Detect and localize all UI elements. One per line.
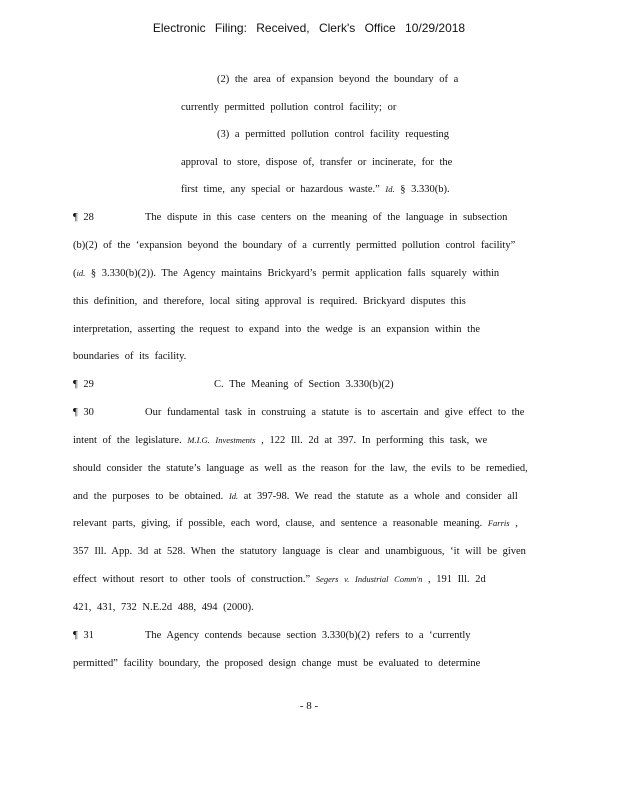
body-line: Our fundamental task in construing a statute is to ascertain and give effect to the [145, 407, 525, 418]
body-line: and the purposes to be obtained. Id. at 397-98. We read the statute as a whole and consider all [73, 491, 518, 502]
body-line: should consider the statute’s language as well as the reason for the law, the evils to be remedied, [73, 463, 528, 474]
body-line: (b)(2) of the ‘expansion beyond the boundary of a currently permitted pollution control facility” [73, 240, 516, 251]
body-line: effect without resort to other tools of construction.” Segers v. Industrial Comm'n , 191 Ill. 2d [73, 574, 486, 585]
paragraph-number: ¶ 29 [73, 379, 94, 390]
citation-id: Id. [385, 184, 395, 194]
quote-line: (3) a permitted pollution control facility requesting [217, 129, 450, 140]
quote-line: first time, any special or hazardous waste.” Id. § 3.330(b). [181, 184, 450, 195]
citation-id: id. [76, 268, 86, 278]
paragraph-number: ¶ 31 [73, 630, 94, 641]
page-number: - 8 - [299, 700, 319, 712]
quote-line: (2) the area of expansion beyond the boundary of a [217, 74, 459, 85]
body-line: The dispute in this case centers on the meaning of the language in subsection [145, 212, 508, 223]
case-name: Investments [215, 435, 256, 445]
body-line: The Agency contends because section 3.330(b)(2) refers to a ‘currently [145, 630, 471, 641]
quote-line: currently permitted pollution control facility; or [181, 102, 397, 113]
case-name: M.I.G. [187, 435, 210, 445]
body-line: boundaries of its facility. [73, 351, 187, 362]
body-line: (id. § 3.330(b)(2)). The Agency maintains Brickyard’s permit application falls squarely within [73, 268, 500, 279]
body-line: this definition, and therefore, local siting approval is required. Brickyard disputes this [73, 296, 466, 307]
body-line: relevant parts, giving, if possible, each word, clause, and sentence a reasonable meaning. Farris , [73, 518, 518, 529]
body-line: intent of the legislature. M.I.G. Investments , 122 Ill. 2d at 397. In performing this task, we [73, 435, 488, 446]
case-name: Farris [487, 518, 510, 528]
quote-line: approval to store, dispose of, transfer or incinerate, for the [181, 157, 453, 168]
citation-id: Id. [228, 491, 239, 501]
section-heading: C. The Meaning of Section 3.330(b)(2) [214, 379, 394, 390]
body-line: 357 Ill. App. 3d at 528. When the statutory language is clear and unambiguous, ‘it will be given [73, 546, 526, 557]
case-name: Segers [315, 574, 339, 584]
case-name: Comm'n [394, 574, 423, 584]
paragraph-number: ¶ 28 [73, 212, 94, 223]
body-line: interpretation, asserting the request to expand into the wedge is an expansion within the [73, 324, 480, 335]
filing-header: Electronic Filing: Received, Clerk's Office 10/29/2018 [152, 21, 466, 35]
paragraph-number: ¶ 30 [73, 407, 94, 418]
body-line: 421, 431, 732 N.E.2d 488, 494 (2000). [73, 602, 254, 613]
body-line: permitted” facility boundary, the proposed design change must be evaluated to determine [73, 658, 481, 669]
case-name: Industrial [355, 574, 389, 584]
